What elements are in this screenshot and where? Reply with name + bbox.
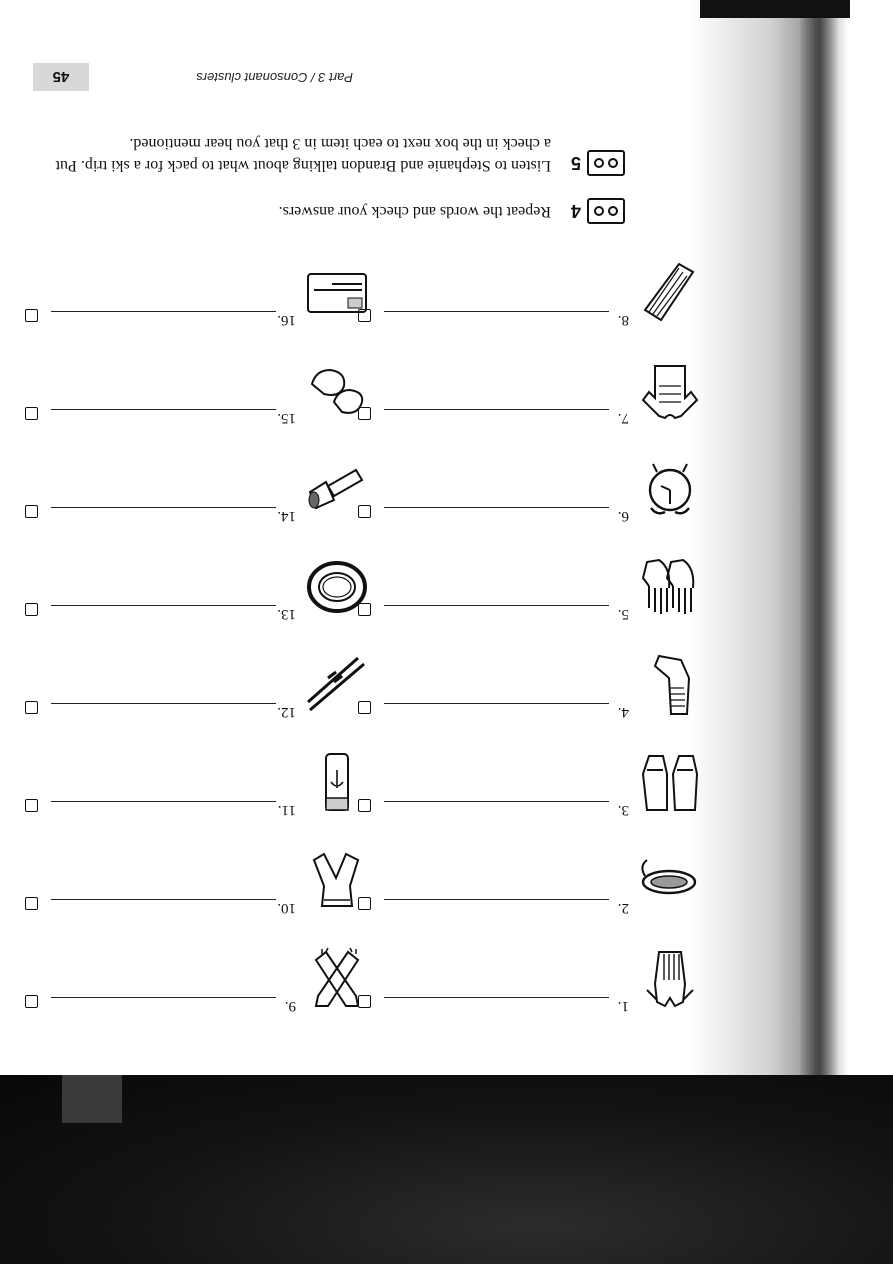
item-number: 8. xyxy=(617,312,629,328)
list-item xyxy=(321,748,701,818)
answer-line xyxy=(51,899,276,900)
list-item xyxy=(0,258,368,328)
skis-icon xyxy=(306,654,368,716)
answer-line xyxy=(51,409,276,410)
item-number: 4. xyxy=(617,704,629,720)
item-number: 12. xyxy=(277,704,296,720)
list-item xyxy=(321,552,701,622)
scarf-icon xyxy=(306,948,368,1010)
instruction-text: Listen to Stephanie and Brandon talking about what to pack for a ski trip. Put a check in the box next to each item in 3 that you hear mentioned. xyxy=(55,135,551,174)
answer-line xyxy=(51,311,276,312)
item-number: 9. xyxy=(284,998,296,1014)
item-number: 7. xyxy=(617,410,629,426)
check-box[interactable] xyxy=(25,701,38,714)
answer-line xyxy=(384,899,609,900)
check-box[interactable] xyxy=(25,897,38,910)
credit-card-icon xyxy=(306,262,368,324)
list-item xyxy=(0,846,368,916)
sweater-vest-icon xyxy=(639,948,701,1010)
answer-line xyxy=(384,997,609,998)
answer-line xyxy=(51,507,276,508)
section-title: Part 3 / Consonant clusters xyxy=(196,70,353,85)
answer-line xyxy=(384,605,609,606)
answer-line xyxy=(51,703,276,704)
item-number: 2. xyxy=(617,900,629,916)
sleeping-bag-icon xyxy=(639,262,701,324)
list-item xyxy=(0,454,368,524)
item-number: 5. xyxy=(617,606,629,622)
item-number: 13. xyxy=(277,606,296,622)
answer-line xyxy=(384,409,609,410)
item-number: 15. xyxy=(277,410,296,426)
instruction-4 xyxy=(45,200,625,226)
item-number: 16. xyxy=(277,312,296,328)
item-number: 3. xyxy=(617,802,629,818)
list-item xyxy=(0,650,368,720)
cassette-icon xyxy=(587,150,625,176)
answer-line xyxy=(384,703,609,704)
list-item xyxy=(0,944,368,1014)
list-item xyxy=(321,846,701,916)
answer-line xyxy=(51,997,276,998)
ski-boots-icon xyxy=(639,752,701,814)
list-item xyxy=(0,552,368,622)
check-box[interactable] xyxy=(25,309,38,322)
sweater-icon xyxy=(639,360,701,422)
tape-roll-icon xyxy=(306,556,368,618)
gloves-icon xyxy=(639,556,701,618)
answer-line xyxy=(384,507,609,508)
answer-line xyxy=(51,605,276,606)
sunscreen-icon xyxy=(306,752,368,814)
item-number: 14. xyxy=(277,508,296,524)
alarm-clock-icon xyxy=(639,458,701,520)
cassette-icon xyxy=(587,198,625,224)
list-item xyxy=(321,454,701,524)
instruction-5 xyxy=(45,132,625,178)
instruction-text: Repeat the words and check your answers. xyxy=(278,203,551,220)
check-box[interactable] xyxy=(25,603,38,616)
answer-line xyxy=(51,801,276,802)
check-box[interactable] xyxy=(25,995,38,1008)
instruction-number: 5 xyxy=(570,153,581,174)
list-item xyxy=(321,258,701,328)
check-box[interactable] xyxy=(25,407,38,420)
list-item xyxy=(321,650,701,720)
item-number: 6. xyxy=(617,508,629,524)
socks-icon xyxy=(639,654,701,716)
flashlight-icon xyxy=(306,458,368,520)
answer-line xyxy=(384,311,609,312)
item-number: 10. xyxy=(277,900,296,916)
list-item xyxy=(321,356,701,426)
instruction-number: 4 xyxy=(570,201,581,222)
ski-goggles-icon xyxy=(639,850,701,912)
answer-line xyxy=(384,801,609,802)
item-number: 1. xyxy=(617,998,629,1014)
list-item xyxy=(0,356,368,426)
item-number: 11. xyxy=(277,802,296,818)
list-item xyxy=(0,748,368,818)
slippers-icon xyxy=(306,360,368,422)
check-box[interactable] xyxy=(25,505,38,518)
page-number: 45 xyxy=(33,63,89,91)
list-item xyxy=(321,944,701,1014)
sweatpants-icon xyxy=(306,850,368,912)
check-box[interactable] xyxy=(25,799,38,812)
page-header xyxy=(33,63,353,99)
